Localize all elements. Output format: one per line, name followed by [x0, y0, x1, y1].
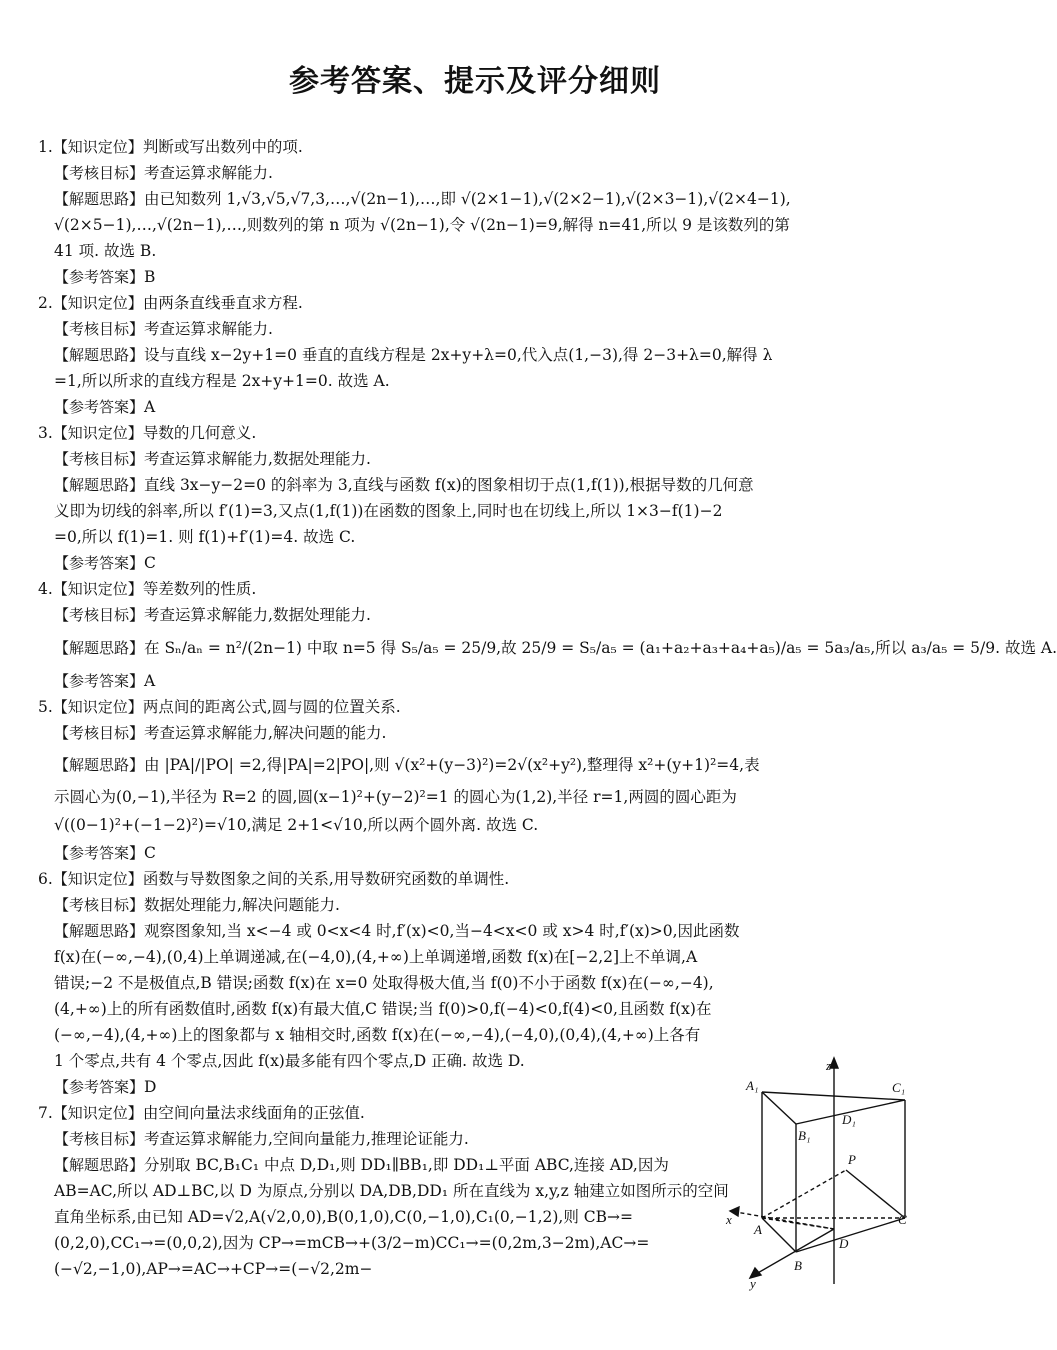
q5-idea-line-2: 示圆心为(0,−1),半径为 R=2 的圆,圆(x−1)²+(y−2)²=1 的圆心为(1,2),半径 r=1,两圆的圆心距为 — [54, 788, 737, 806]
goal-label: 【考核目标】 — [54, 896, 145, 914]
q6-idea-line-4: (4,+∞)上的所有函数值时,函数 f(x)有最大值,C 错误;当 f(0)>0,f(−4)<0,f(4)<0,且函数 f(x)在 — [54, 1000, 712, 1018]
q6-goal-text: 数据处理能力,解决问题能力. — [144, 896, 340, 914]
goal-label: 【考核目标】 — [54, 1130, 145, 1148]
q6-idea-line-5: (−∞,−4),(4,+∞)上的图象都与 x 轴相交时,函数 f(x)在(−∞,−4),(−4,0),(0,4),(4,+∞)上各有 — [54, 1026, 701, 1044]
q1-knowledge — [38, 134, 912, 160]
answer-label: 【参考答案】 — [54, 268, 145, 286]
q5-goal-text: 考查运算求解能力,解决问题的能力. — [144, 724, 387, 742]
idea-label: 【解题思路】 — [54, 190, 145, 208]
q6-idea-line-3: 错误;−2 不是极值点,B 错误;函数 f(x)在 x=0 处取得极大值,当 f(0)不小于函数 f(x)在(−∞,−4), — [54, 974, 714, 992]
prism-figure — [722, 1052, 914, 1290]
q3-idea-text-1: 直线 3x−y−2=0 的斜率为 3,直线与函数 f(x)的图象相切于点(1,f(1)),根据导数的几何意 — [144, 476, 754, 494]
q1-answer-value: B — [144, 268, 156, 286]
q1-goal — [38, 160, 912, 186]
knowledge-label: 【知识定位】 — [52, 294, 143, 312]
q3-answer-value: C — [144, 554, 156, 572]
label-x: x — [726, 1212, 732, 1227]
label-a: A — [754, 1222, 762, 1237]
label-c: C — [898, 1212, 907, 1227]
q2-answer — [38, 394, 912, 420]
q1-knowledge-text: 判断或写出数列中的项. — [142, 138, 303, 156]
q2-goal-text: 考查运算求解能力. — [144, 320, 273, 338]
q2-idea-line-1 — [38, 342, 912, 368]
label-d1: D₁ — [842, 1112, 856, 1127]
q4-idea-text-1: 在 Sₙ/aₙ = n²/(2n−1) 中取 n=5 得 S₅/a₅ = 25/9,故 25/9 = S₅/a₅ = (a₁+a₂+a₃+a₄+a₅)/a₅ = 5a₃/a₅,所以 a₃/a₅ = 5/9. 故选 A. — [144, 639, 1057, 657]
q2-answer-value: A — [144, 398, 156, 416]
q5-knowledge — [38, 694, 912, 720]
answer-label: 【参考答案】 — [54, 398, 145, 416]
knowledge-label: 【知识定位】 — [52, 138, 143, 156]
answer-label: 【参考答案】 — [54, 1078, 145, 1096]
q7-idea-text: 分别取 BC,B₁C₁ 中点 D,D₁,则 DD₁∥BB₁,即 DD₁⊥平面 ABC,连接 AD,因为 AB=AC,所以 AD⊥BC,以 D 为原点,分别以 DA,DB,DD₁ 所在直线为 x,y,z 轴建立如图所示的空间直角坐标系,由已知 AD=√2,A(√2,0,0),B(0,1,0),C(0,−1,0),C₁(0,−1,2),则 CB→=(0,2,0),CC₁→=(0,0,2),因为 CP→=mCB→+(3/2−m)CC₁→=(0,2m,3−2m),AC→=(−√2,−1,0),AP→=AC→+CP→=(−√2,2m− — [54, 1156, 729, 1278]
q4-number: 4. — [38, 580, 53, 598]
q5-idea-text-1: 由 |PA|/|PO| =2,得|PA|=2|PO|,则 √(x²+(y−3)²)=2√(x²+y²),整理得 x²+(y+1)²=4,表 — [144, 756, 760, 774]
q6-knowledge-text: 函数与导数图象之间的关系,用导数研究函数的单调性. — [142, 870, 510, 888]
q4-knowledge-text: 等差数列的性质. — [142, 580, 257, 598]
label-z: z — [826, 1058, 832, 1073]
label-b: B — [794, 1258, 802, 1273]
q3-knowledge — [38, 420, 912, 446]
q4-idea-line-1 — [38, 628, 1057, 668]
q5-idea-line-1 — [38, 746, 912, 784]
q6-idea-text-1: 观察图象知,当 x<−4 或 0<x<4 时,f′(x)<0,当−4<x<0 或 x>4 时,f′(x)>0,因此函数 — [144, 922, 740, 940]
goal-label: 【考核目标】 — [54, 724, 145, 742]
q6-number: 6. — [38, 870, 53, 888]
label-p: P — [848, 1152, 856, 1167]
q3-idea-line-1 — [38, 472, 912, 498]
answer-label: 【参考答案】 — [54, 672, 145, 690]
idea-label: 【解题思路】 — [54, 1156, 145, 1174]
q6-idea-line-2: f(x)在(−∞,−4),(0,4)上单调递减,在(−4,0),(4,+∞)上单调递增,函数 f(x)在[−2,2]上不单调,A — [54, 948, 698, 966]
q1-number: 1. — [38, 138, 53, 156]
goal-label: 【考核目标】 — [54, 450, 145, 468]
goal-label: 【考核目标】 — [54, 164, 145, 182]
answer-label: 【参考答案】 — [54, 554, 145, 572]
knowledge-label: 【知识定位】 — [52, 1104, 143, 1122]
q1-idea-line-2: √(2×5−1),…,√(2n−1),…,则数列的第 n 项为 √(2n−1),令 √(2n−1)=9,解得 n=41,所以 9 是该数列的第 — [54, 216, 790, 234]
q1-idea-text-1: 由已知数列 1,√3,√5,√7,3,…,√(2n−1),…,即 √(2×1−1),√(2×2−1),√(2×3−1),√(2×4−1), — [144, 190, 791, 208]
label-b1: B₁ — [798, 1128, 811, 1143]
edge-b-c — [796, 1218, 905, 1252]
q1-idea-line-3: 41 项. 故选 B. — [54, 242, 157, 260]
q6-goal — [38, 892, 912, 918]
x-axis — [736, 1212, 834, 1229]
q4-answer-value: A — [144, 672, 156, 690]
q5-knowledge-text: 两点间的距离公式,圆与圆的位置关系. — [142, 698, 401, 716]
q6-knowledge — [38, 866, 912, 892]
q4-goal — [38, 602, 912, 628]
idea-label: 【解题思路】 — [54, 346, 145, 364]
q5-number: 5. — [38, 698, 53, 716]
q6-idea-line-6: 1 个零点,共有 4 个零点,因此 f(x)最多能有四个零点,D 正确. 故选 D. — [54, 1052, 525, 1070]
knowledge-label: 【知识定位】 — [52, 580, 143, 598]
q7-number: 7. — [38, 1104, 53, 1122]
q7-idea — [38, 1152, 730, 1282]
q4-answer — [38, 668, 912, 694]
q2-number: 2. — [38, 294, 53, 312]
q1-answer — [38, 264, 912, 290]
knowledge-label: 【知识定位】 — [52, 870, 143, 888]
q4-goal-text: 考查运算求解能力,数据处理能力. — [144, 606, 371, 624]
q6-idea-line-1 — [38, 918, 912, 944]
q4-knowledge — [38, 576, 912, 602]
q3-goal — [38, 446, 912, 472]
q2-idea-line-2: =1,所以所求的直线方程是 2x+y+1=0. 故选 A. — [54, 372, 390, 390]
q5-answer — [38, 840, 912, 866]
q5-idea-line-3: √((0−1)²+(−1−2)²)=√10,满足 2+1<√10,所以两个圆外离. 故选 C. — [54, 816, 539, 834]
q3-idea-line-2: 义即为切线的斜率,所以 f′(1)=3,又点(1,f(1))在函数的图象上,同时也在切线上,所以 1×3−f(1)−2 — [54, 502, 723, 520]
q2-idea-text-1: 设与直线 x−2y+1=0 垂直的直线方程是 2x+y+λ=0,代入点(1,−3),得 2−3+λ=0,解得 λ — [144, 346, 773, 364]
q3-goal-text: 考查运算求解能力,数据处理能力. — [144, 450, 371, 468]
q1-idea-line-1 — [38, 186, 912, 212]
q7-goal-text: 考查运算求解能力,空间向量能力,推理论证能力. — [144, 1130, 469, 1148]
q5-goal — [38, 720, 912, 746]
q7-knowledge-text: 由空间向量法求线面角的正弦值. — [142, 1104, 365, 1122]
q5-answer-value: C — [144, 844, 156, 862]
q3-idea-line-3: =0,所以 f(1)=1. 则 f(1)+f′(1)=4. 故选 C. — [54, 528, 356, 546]
q6-answer-value: D — [144, 1078, 157, 1096]
idea-label: 【解题思路】 — [54, 922, 145, 940]
q1-goal-text: 考查运算求解能力. — [144, 164, 273, 182]
z-arrow — [830, 1058, 838, 1068]
label-a1: A₁ — [746, 1078, 759, 1093]
answer-label: 【参考答案】 — [54, 844, 145, 862]
q3-knowledge-text: 导数的几何意义. — [142, 424, 257, 442]
knowledge-label: 【知识定位】 — [52, 698, 143, 716]
goal-label: 【考核目标】 — [54, 606, 145, 624]
idea-label: 【解题思路】 — [54, 476, 145, 494]
knowledge-label: 【知识定位】 — [52, 424, 143, 442]
idea-label: 【解题思路】 — [54, 639, 145, 657]
label-c1: C₁ — [892, 1080, 906, 1095]
edge-a1-b1 — [762, 1092, 796, 1124]
q3-answer — [38, 550, 912, 576]
q2-knowledge — [38, 290, 912, 316]
goal-label: 【考核目标】 — [54, 320, 145, 338]
label-y: y — [750, 1276, 756, 1291]
q3-number: 3. — [38, 424, 53, 442]
label-d: D — [839, 1236, 849, 1251]
page-title: 参考答案、提示及评分细则 — [289, 64, 661, 99]
idea-label: 【解题思路】 — [54, 756, 145, 774]
q2-knowledge-text: 由两条直线垂直求方程. — [142, 294, 303, 312]
q2-goal — [38, 316, 912, 342]
segment-p-c — [846, 1170, 905, 1218]
